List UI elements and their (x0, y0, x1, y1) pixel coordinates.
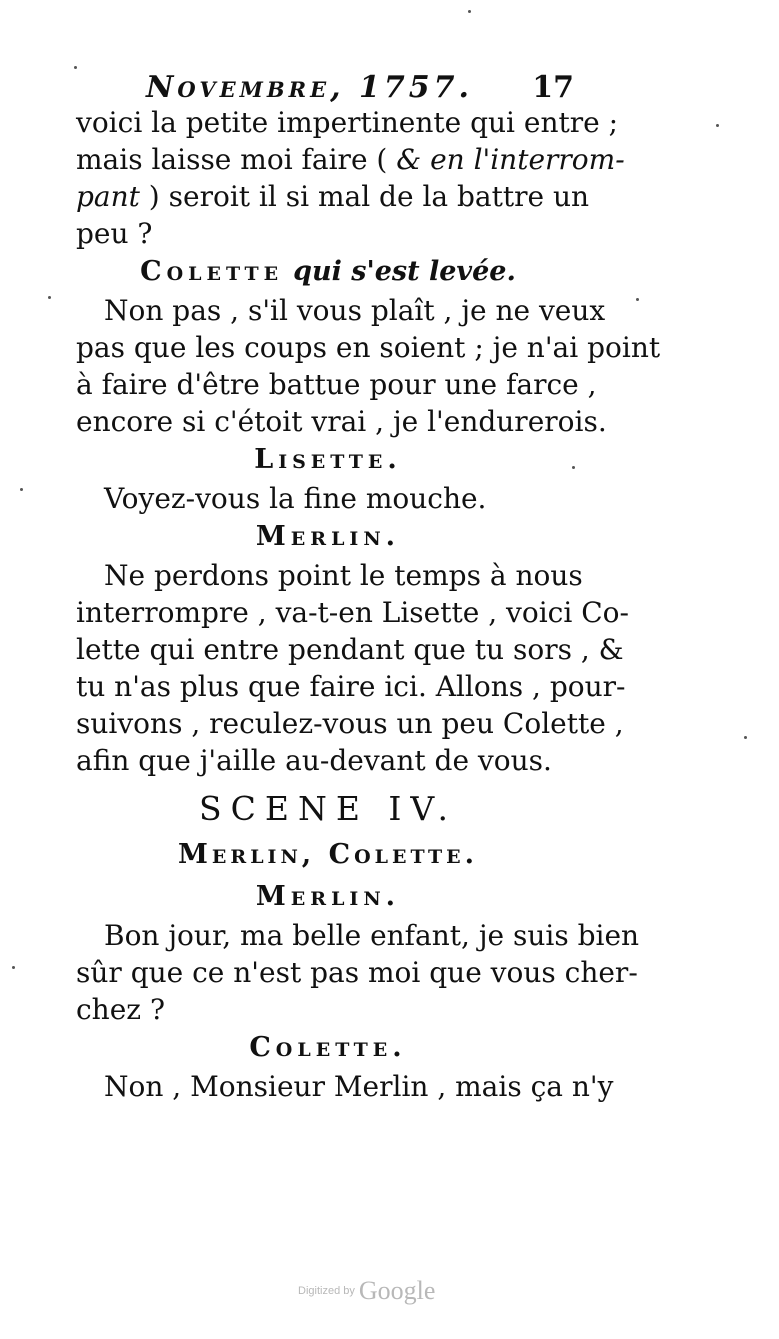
watermark-caption: Digitized by (298, 1285, 355, 1297)
text-line: chez ? (76, 993, 165, 1026)
speaker-name: Merlin. (255, 521, 401, 552)
speaker-name: Merlin. (255, 881, 401, 912)
text-segment: mais laisse moi faire ( (76, 143, 397, 176)
text-line: voici la petite impertinente qui entre ; (76, 106, 619, 139)
text-line: Ne perdons point le temps à nous (104, 559, 583, 592)
print-speck (20, 488, 23, 491)
text-line: Non , Monsieur Merlin , mais ça n'y (104, 1070, 614, 1103)
text-line: Non pas , s'il vous plaît , je ne veux (104, 294, 606, 327)
print-speck (716, 124, 719, 127)
stage-direction: & en l'interrom- (396, 143, 625, 176)
text-body (76, 104, 661, 1105)
running-head-title: Novembre, 1757. (146, 70, 473, 105)
stage-direction: qui s'est levée. (293, 256, 516, 287)
print-speck (12, 966, 15, 969)
text-line: Bon jour, ma belle enfant, je suis bien (104, 919, 640, 952)
speaker-name: Colette (140, 256, 284, 287)
speaker-heading (76, 252, 580, 292)
print-speck (636, 298, 639, 301)
text-line: à faire d'être battue pour une farce , (76, 368, 597, 401)
stage-direction: pant (76, 180, 140, 213)
text-line: encore si c'étoit vrai , je l'endurerois. (76, 405, 607, 438)
speaker-heading (76, 1028, 580, 1068)
text-line (76, 141, 625, 178)
text-line: suivons , reculez-vous un peu Colette , (76, 707, 624, 740)
print-speck (48, 296, 51, 299)
print-speck (74, 66, 77, 69)
speech-paragraph (76, 557, 629, 779)
text-line: peu ? (76, 217, 153, 250)
scene-cast: Merlin, Colette. (178, 839, 478, 870)
page-number: 17 (532, 70, 574, 105)
paragraph-continuation (76, 104, 625, 252)
speaker-heading (76, 440, 580, 480)
speech-paragraph (76, 917, 640, 1028)
print-speck (744, 736, 747, 739)
text-line: Voyez-vous la fine mouche. (104, 482, 487, 515)
text-segment: ) seroit il si mal de la battre un (139, 180, 590, 213)
speech-paragraph (76, 1068, 614, 1105)
speaker-heading (76, 517, 580, 557)
print-speck (572, 466, 575, 469)
speaker-name: Colette. (249, 1032, 407, 1063)
text-line: interrompre , va-t-en Lisette , voici Co- (76, 596, 629, 629)
google-logo: Google (358, 1276, 436, 1305)
text-line: pas que les coups en soient ; je n'ai point (76, 331, 661, 364)
text-line: sûr que ce n'est pas moi que vous cher- (76, 956, 638, 989)
text-line: lette qui entre pendant que tu sors , & (76, 633, 624, 666)
digitized-watermark (298, 1276, 468, 1306)
text-line (76, 178, 590, 215)
speaker-heading (76, 877, 580, 917)
text-line: tu n'as plus que faire ici. Allons , pour- (76, 670, 626, 703)
scene-heading: SCENE IV. (199, 789, 457, 828)
print-speck (468, 10, 471, 13)
speech-paragraph (76, 480, 580, 517)
speech-paragraph (76, 292, 661, 440)
speaker-name: Lisette. (254, 444, 402, 475)
text-line: afin que j'aille au-devant de vous. (76, 744, 552, 777)
